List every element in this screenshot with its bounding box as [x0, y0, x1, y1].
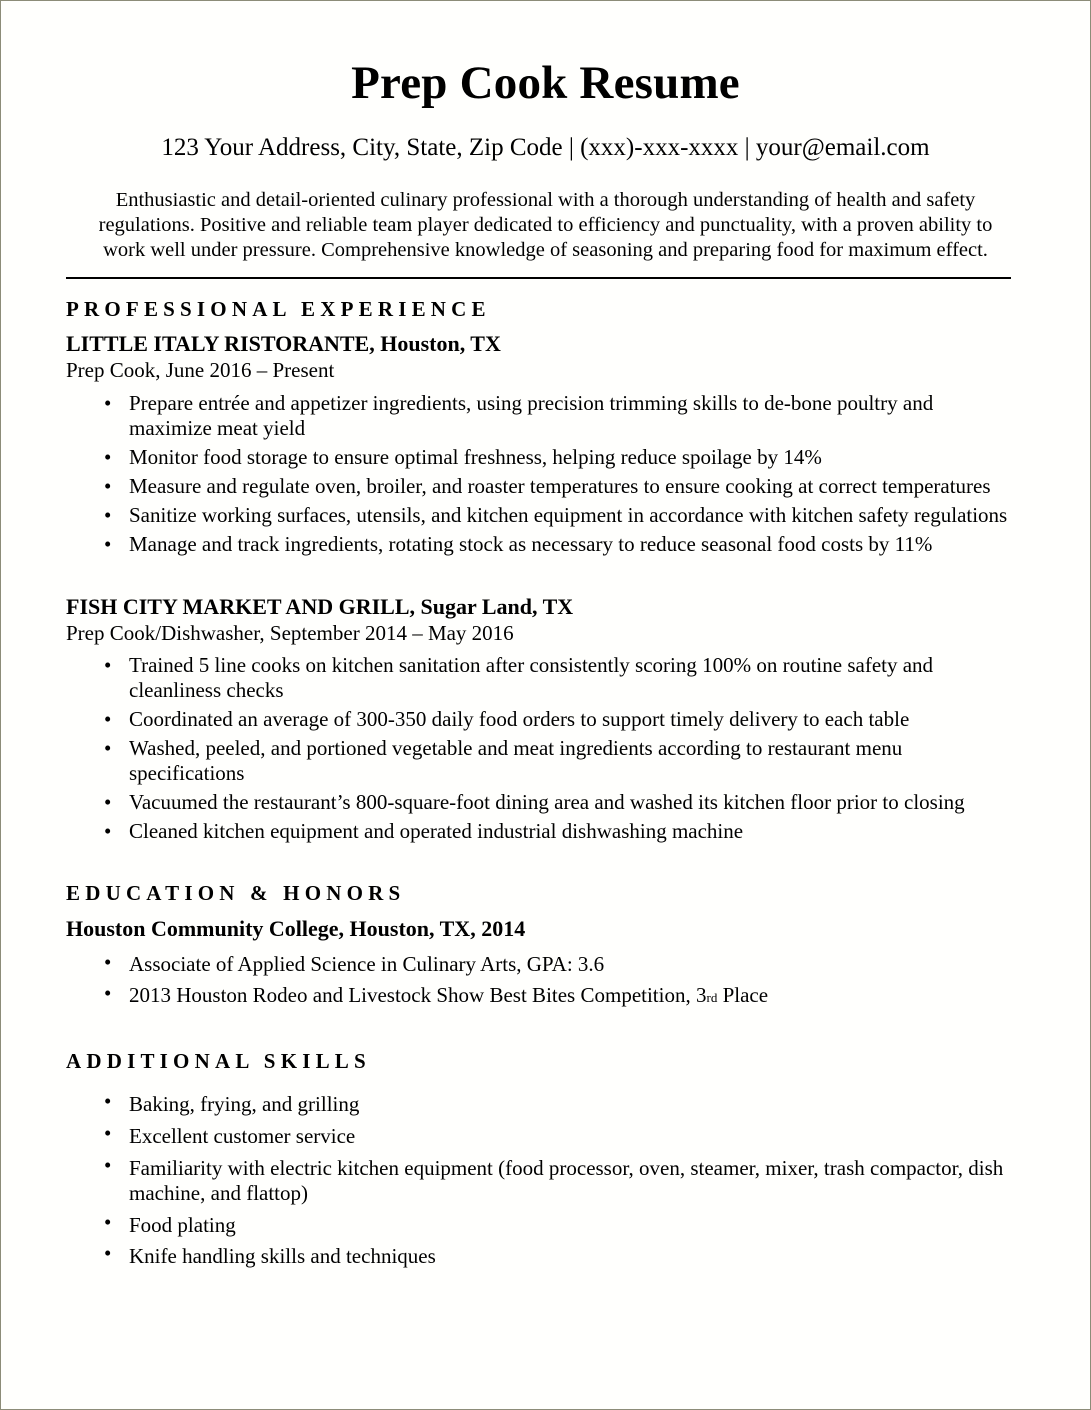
professional-summary: Enthusiastic and detail-oriented culinary professional with a thorough understanding of health and safety regulations. Positive and reliable team player dedicated to efficiency and punctuality, with a proven ability to work well under pressure. Comprehensive knowledge of seasoning and preparing food for maximum effect.	[98, 188, 993, 261]
list-item: • Coordinated an average of 300-350 daily food orders to support timely delivery to each table	[66, 703, 1025, 732]
award-text: 2013 Houston Rodeo and Livestock Show Best Bites Competition, 3	[129, 983, 707, 1008]
list-item: • Knife handling skills and techniques	[66, 1237, 1025, 1269]
list-item: • Measure and regulate oven, broiler, and roaster temperatures to ensure cooking at correct temperatures	[66, 470, 1025, 499]
job-organization: FISH CITY MARKET AND GRILL, Sugar Land, TX	[66, 593, 574, 619]
job-role: Prep Cook/Dishwasher, September 2014 – May 2016	[66, 620, 514, 645]
list-item: • Baking, frying, and grilling	[66, 1085, 1025, 1117]
section-professional-experience	[66, 297, 1025, 844]
page-title: Prep Cook Resume	[351, 57, 740, 109]
list-item: • Monitor food storage to ensure optimal freshness, helping reduce spoilage by 14%	[66, 441, 1025, 470]
job-bullet-list	[66, 383, 1025, 557]
list-item: • Vacuumed the restaurant’s 800-square-foot dining area and washed its kitchen floor prior to closing	[66, 786, 1025, 815]
education-bullet-list	[66, 942, 1025, 1008]
resume-content	[1, 1, 1090, 1409]
list-item: • Cleaned kitchen equipment and operated industrial dishwashing machine	[66, 815, 1025, 844]
list-item: • Familiarity with electric kitchen equipment (food processor, oven, steamer, mixer, trash compactor, dish machine, and flattop)	[66, 1149, 1025, 1206]
list-item: • Prepare entrée and appetizer ingredients, using precision trimming skills to de-bone poultry and maximize meat yield	[66, 387, 1025, 441]
list-item: • Sanitize working surfaces, utensils, and kitchen equipment in accordance with kitchen safety regulations	[66, 499, 1025, 528]
section-heading-skills: ADDITIONAL SKILLS	[66, 1049, 371, 1074]
section-heading-experience: PROFESSIONAL EXPERIENCE	[66, 296, 491, 321]
section-additional-skills	[66, 1049, 1025, 1269]
header-divider	[66, 277, 1011, 279]
job-organization: LITTLE ITALY RISTORANTE, Houston, TX	[66, 331, 501, 357]
job-role: Prep Cook, June 2016 – Present	[66, 357, 335, 382]
list-item: • Food plating	[66, 1206, 1025, 1238]
job-bullet-list	[66, 645, 1025, 844]
section-education-honors	[66, 881, 1025, 1008]
award-text-suffix: Place	[717, 983, 769, 1008]
list-item: • Trained 5 line cooks on kitchen sanitation after consistently scoring 100% on routine safety and cleanliness checks	[66, 649, 1025, 703]
education-school: Houston Community College, Houston, TX, 2014	[66, 916, 526, 942]
list-item-award	[66, 977, 1025, 1008]
list-item: • Excellent customer service	[66, 1117, 1025, 1149]
list-item: • Manage and track ingredients, rotating stock as necessary to reduce seasonal food costs by 11%	[66, 528, 1025, 557]
list-item: • Washed, peeled, and portioned vegetable and meat ingredients according to restaurant menu specifications	[66, 732, 1025, 786]
award-ordinal-suffix: rd	[706, 990, 718, 1006]
list-item: • Associate of Applied Science in Culinary Arts, GPA: 3.6	[66, 946, 1025, 977]
contact-line: 123 Your Address, City, State, Zip Code | (xxx)-xxx-xxxx | your@email.com	[161, 134, 930, 162]
skills-bullet-list	[66, 1075, 1025, 1270]
job-entry	[66, 585, 1025, 845]
job-entry	[66, 322, 1025, 557]
section-heading-education: EDUCATION & HONORS	[66, 881, 406, 906]
